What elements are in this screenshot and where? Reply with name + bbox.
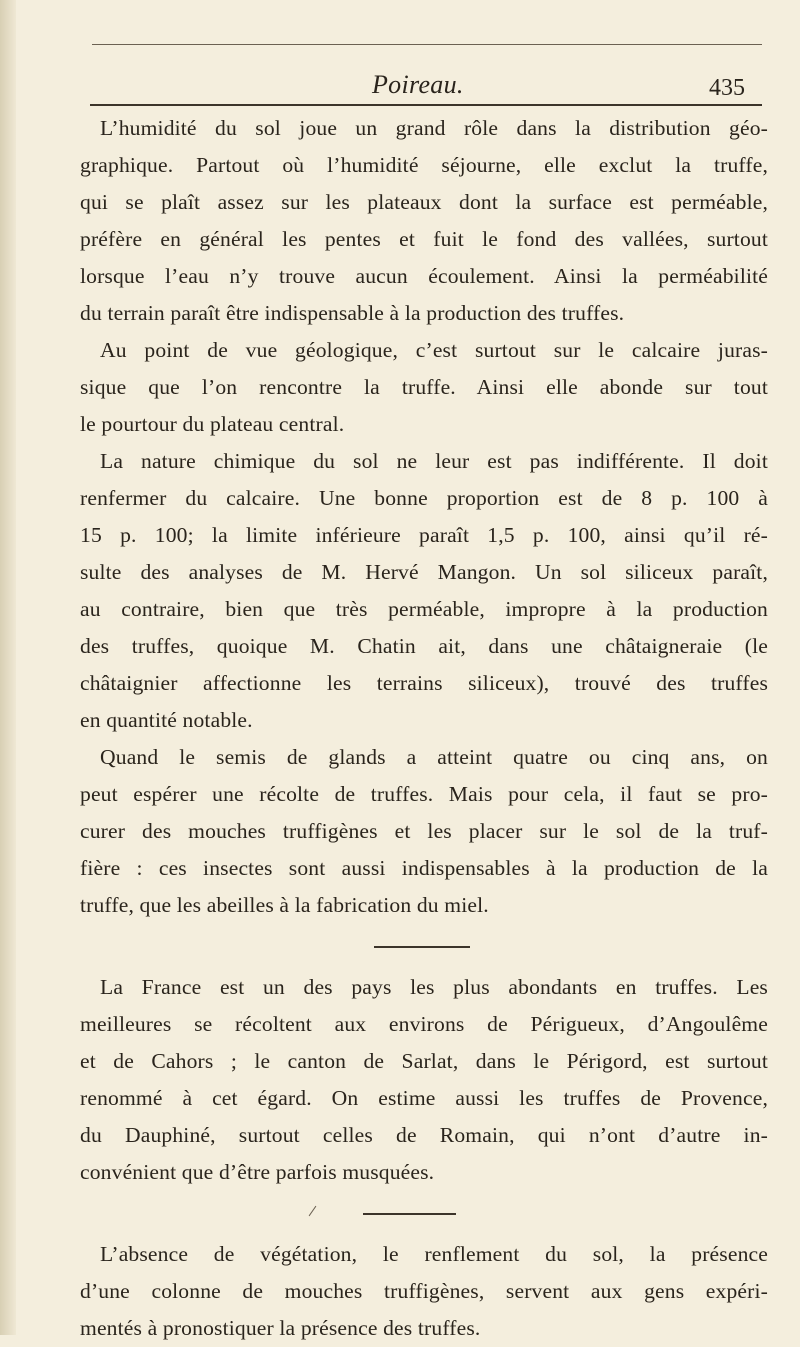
text-line: convénient que d’être parfois musquées. [80,1160,435,1184]
text-line: d’une colonne de mouches truffigènes, servent aux gens expéri- [80,1279,768,1303]
text-line: La France est un des pays les plus abondants en truffes. Les [100,975,768,999]
text-line: La nature chimique du sol ne leur est pas indifférente. Il doit [100,449,768,473]
section-separator [80,1191,768,1236]
paragraph-humidity [80,110,768,332]
text-line: Au point de vue géologique, c’est surtout sur le calcaire juras- [100,338,768,362]
text-line: L’humidité du sol joue un grand rôle dans la distribution géo- [100,116,768,140]
paragraph-signs [80,1236,768,1347]
text-line: du terrain paraît être indispensable à la production des truffes. [80,301,625,325]
body-text [80,110,768,1347]
text-line: des truffes, quoique M. Chatin ait, dans une châtaigneraie (le [80,634,768,658]
paragraph-soil-chemistry [80,443,768,739]
separator-rule [363,1213,456,1215]
text-line: graphique. Partout où l’humidité séjourne, elle exclut la truffe, [80,153,768,177]
text-line: L’absence de végétation, le renflement du sol, la présence [100,1242,768,1266]
text-line: mentés à pronostiquer la présence des truffes. [80,1316,481,1340]
page-number: 435 [709,75,745,101]
text-line: meilleures se récoltent aux environs de Périgueux, d’Angoulême [80,1012,768,1036]
text-line: qui se plaît assez sur les plateaux dont la surface est perméable, [80,190,768,214]
section-separator [80,924,768,969]
top-rule [92,44,762,45]
header-rule [90,104,762,106]
text-line: lorsque l’eau n’y trouve aucun écoulement. Ainsi la perméabilité [80,264,768,288]
text-line: truffe, que les abeilles à la fabrication du miel. [80,893,489,917]
separator-rule [374,946,470,948]
running-title: Poireau. [372,70,464,99]
page-gutter-shadow [0,0,16,1335]
text-line: sulte des analyses de M. Hervé Mangon. Un sol siliceux paraît, [80,560,768,584]
text-line: en quantité notable. [80,708,253,732]
text-line: sique que l’on rencontre la truffe. Ainsi elle abonde sur tout [80,375,768,399]
paragraph-geology [80,332,768,443]
text-line: peut espérer une récolte de truffes. Mais pour cela, il faut se pro- [80,782,768,806]
text-line: au contraire, bien que très perméable, impropre à la production [80,597,768,621]
text-line: du Dauphiné, surtout celles de Romain, qui n’ont d’autre in- [80,1123,768,1147]
text-line: et de Cahors ; le canton de Sarlat, dans le Périgord, est surtout [80,1049,768,1073]
text-line: fière : ces insectes sont aussi indispensables à la production de la [80,856,768,880]
text-line: renommé à cet égard. On estime aussi les truffes de Provence, [80,1086,768,1110]
text-line: curer des mouches truffigènes et les placer sur le sol de la truf- [80,819,768,843]
paragraph-sowing [80,739,768,924]
text-line: renfermer du calcaire. Une bonne proportion est de 8 p. 100 à [80,486,768,510]
text-line: Quand le semis de glands a atteint quatre ou cinq ans, on [100,745,768,769]
paragraph-france [80,969,768,1191]
text-line: préfère en général les pentes et fuit le fond des vallées, surtout [80,227,768,251]
text-line: châtaignier affectionne les terrains siliceux), trouvé des truffes [80,671,768,695]
separator-tick [309,1206,317,1216]
text-line: 15 p. 100; la limite inférieure paraît 1,5 p. 100, ainsi qu’il ré- [80,523,768,547]
text-line: le pourtour du plateau central. [80,412,345,436]
